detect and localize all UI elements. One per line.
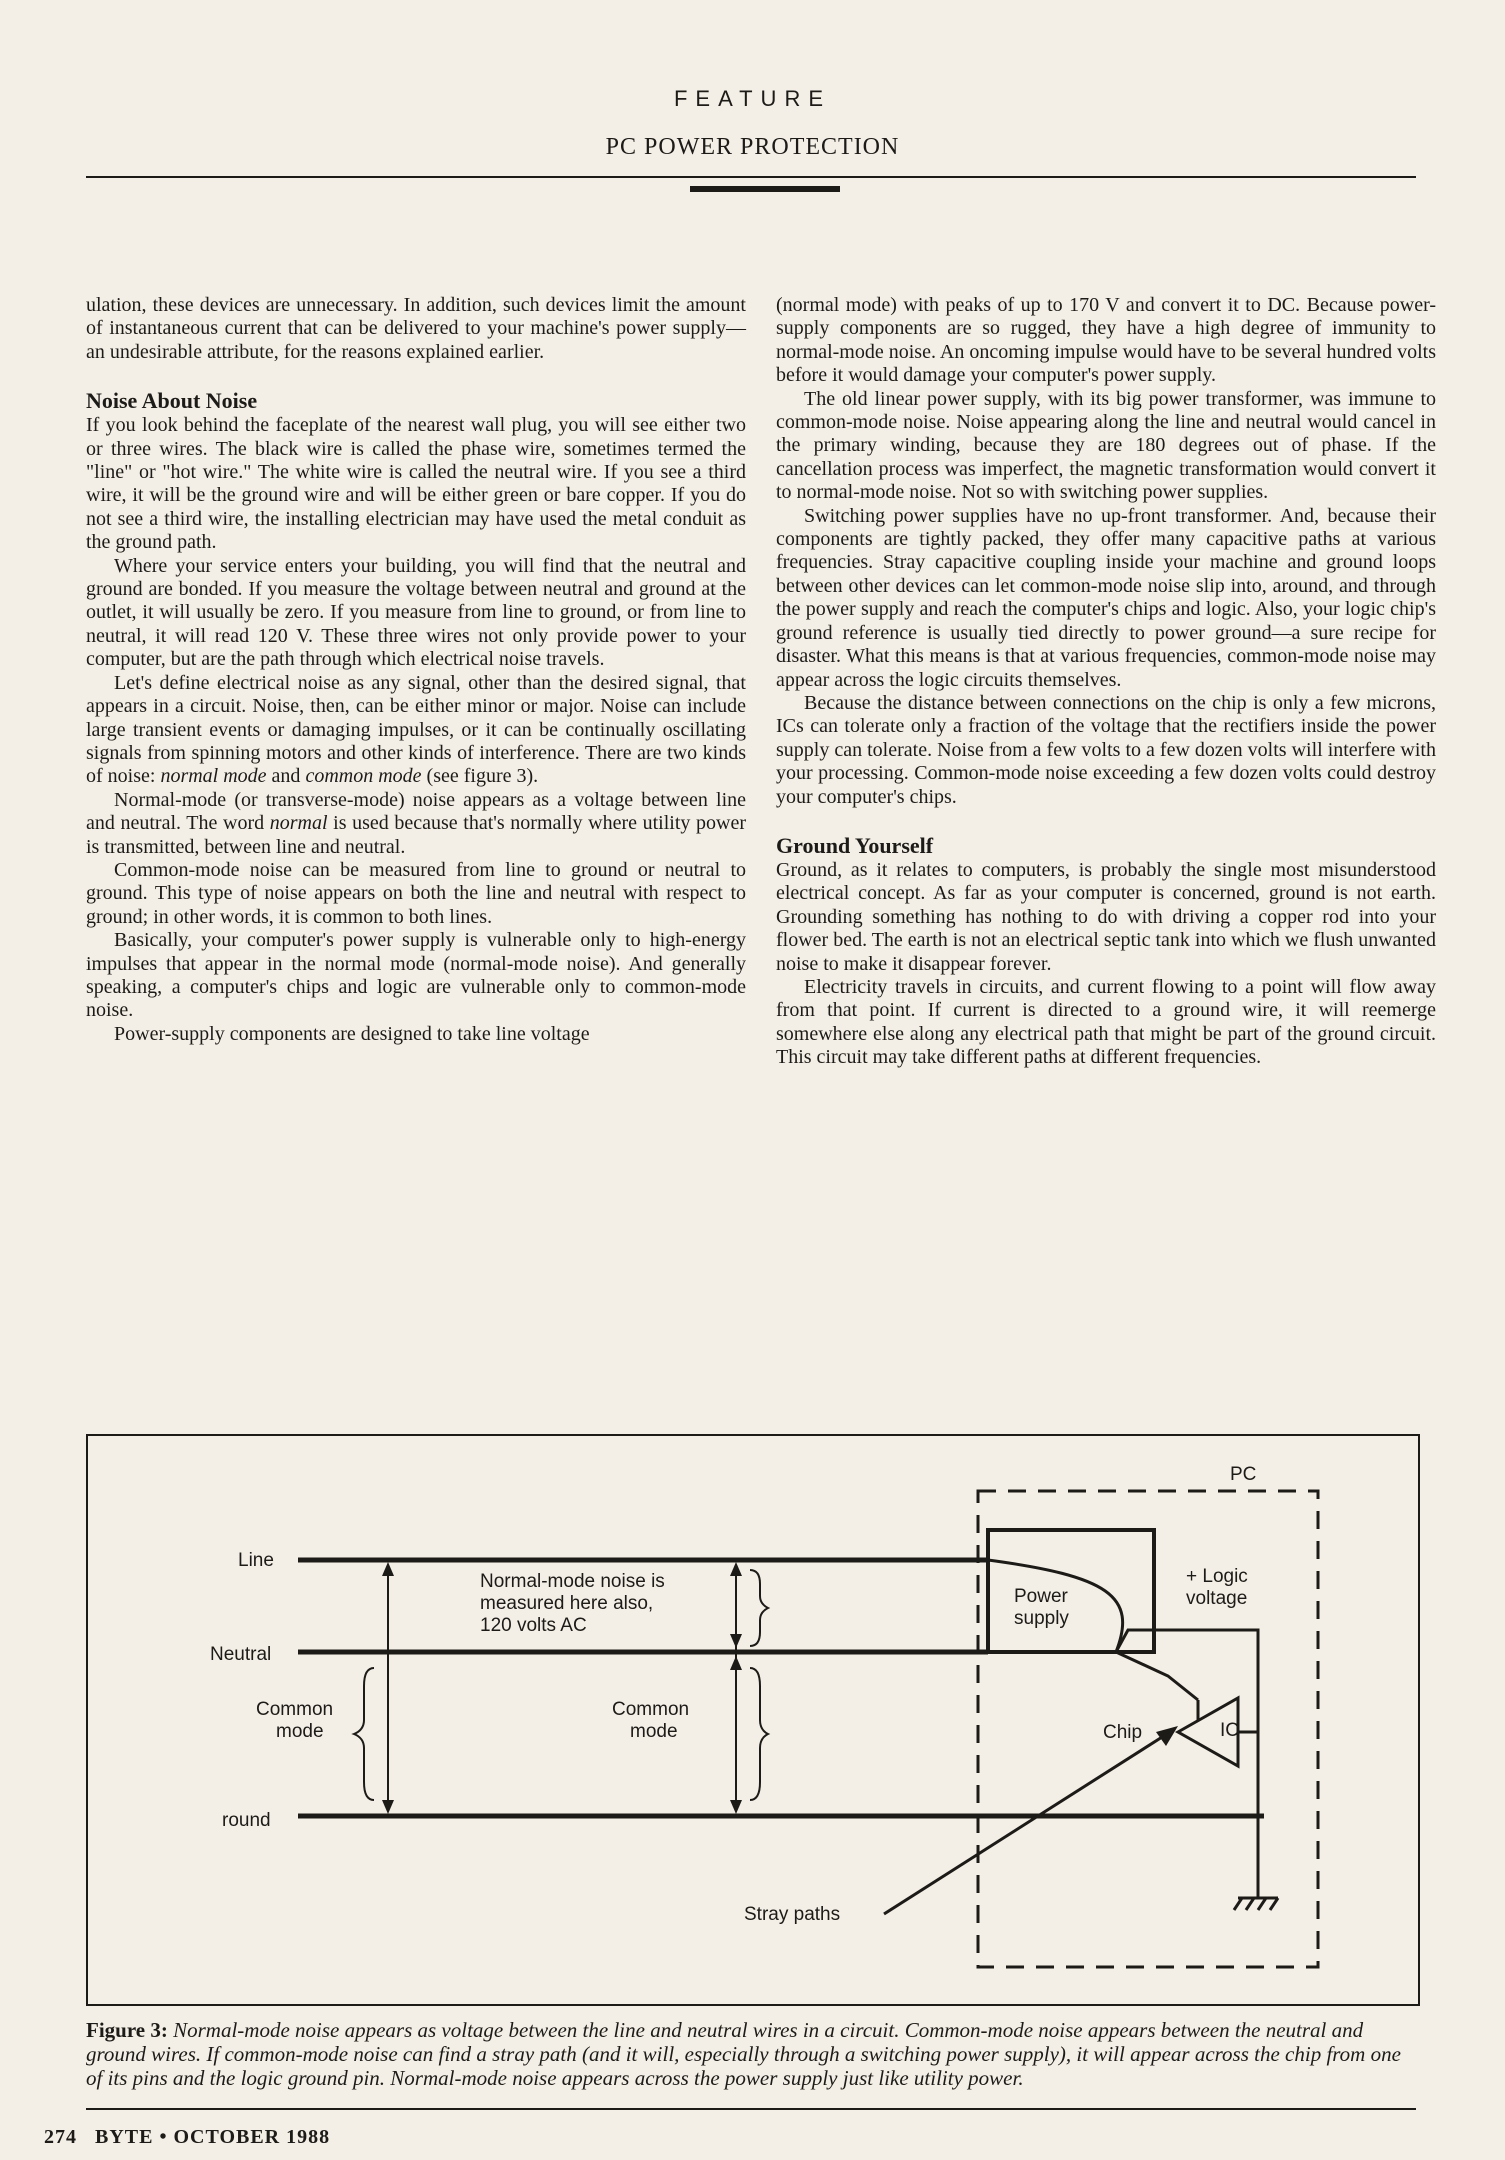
right-column xyxy=(776,294,1436,1070)
paragraph: ulation, these devices are unnecessary. In addition, such devices limit the amount of instantaneous current that can be delivered to your machine's power supply—an undesirable attribute, for the reasons explained earlier. xyxy=(86,294,746,363)
paragraph: Power-supply components are designed to take line voltage xyxy=(114,1022,590,1045)
paragraph: Where your service enters your building, you will find that the neutral and ground are bonded. If you measure the voltage between neutral and ground at the outlet, it will usually be zero. If you measure from line to ground, or from line to neutral, it will read 120 V. These three wires not only provide power to your computer, but are the path through which electrical noise travels. xyxy=(86,554,746,671)
feature-kicker: FEATURE xyxy=(673,86,832,111)
common-mode-left-2: mode xyxy=(276,1721,324,1742)
publication-info: BYTE • OCTOBER 1988 xyxy=(95,2126,331,2148)
figure-3-diagram xyxy=(86,1434,1420,2006)
paragraph: Electricity travels in circuits, and current flowing to a point will flow away from that point. If current is directed to a ground wire, it will reemerge somewhere else along any electrical path that might be part of the ground circuit. This circuit may take different paths at different frequencies. xyxy=(776,975,1436,1069)
stray-paths-label: Stray paths xyxy=(744,1904,841,1925)
pc-label: PC xyxy=(1230,1464,1257,1485)
common-mode-left-1: Common xyxy=(256,1699,334,1720)
paragraph: Common-mode noise can be measured from line to ground or neutral to ground. This type of noise appears on both the line and neutral with respect to ground; in other words, it is common to both lines. xyxy=(86,858,746,928)
logic-voltage-label-2: voltage xyxy=(1186,1588,1248,1609)
stray-path-arrow xyxy=(884,1732,1170,1914)
section-heading: Ground Yourself xyxy=(776,832,934,858)
header-rule xyxy=(86,176,1416,178)
header-accent-bar xyxy=(690,186,840,192)
normal-mode-label-1: Normal-mode noise is xyxy=(480,1571,665,1592)
brace-mid xyxy=(750,1668,768,1800)
logic-voltage-label-1: + Logic xyxy=(1186,1566,1248,1587)
power-supply-box xyxy=(988,1530,1154,1652)
power-supply-label-1: Power xyxy=(1014,1586,1068,1607)
ground-label: round xyxy=(222,1810,271,1831)
paragraph: (normal mode) with peaks of up to 170 V and convert it to DC. Because power-supply components are so rugged, they have a high degree of immunity to normal-mode noise. An oncoming impulse would have to be several hundred volts before it would damage your computer's power supply. xyxy=(776,294,1436,387)
paragraph: Because the distance between connections on the chip is only a few microns, ICs can tolerate only a fraction of the voltage that the rectifiers inside the power supply can tolerate. Noise from a few volts to a few dozen volts will interfere with your processing. Common-mode noise exceeding a few dozen volts could destroy your computer's chips. xyxy=(776,691,1436,808)
noise-diagram-svg xyxy=(88,1436,1418,2004)
paragraph: If you look behind the faceplate of the nearest wall plug, you will see either two or three wires. The black wire is called the phase wire, sometimes termed the "line" or "hot wire." The white wire is called the neutral wire. If you see a third wire, it will be the ground wire and will be either green or bare copper. If you do not see a third wire, the installing electrician may have used the metal conduit as the ground path. xyxy=(86,414,746,554)
normal-mode-label-3: 120 volts AC xyxy=(480,1615,587,1636)
power-supply-label-2: supply xyxy=(1014,1608,1069,1629)
paragraph: Switching power supplies have no up-front transformer. And, because their components are tightly packed, they offer many capacitive paths at various frequencies. Stray capacitive coupling inside your machine and ground loops between other devices can let common-mode noise slip into, around, and through the power supply and reach the computer's chips and logic. Also, your logic chip's ground reference is usually tied directly to power ground—a sure recipe for disaster. What this means is that at various frequencies, common-mode noise may appear across the logic circuits themselves. xyxy=(776,504,1436,691)
paragraph: Normal-mode (or transverse-mode) noise appears as a voltage between line and neutral. The word normal is used because that's normally where utility power is transmitted, between line and neutral. xyxy=(86,788,746,858)
chip-label: Chip xyxy=(1103,1722,1143,1743)
caption-rule xyxy=(86,2108,1416,2110)
ground-symbol xyxy=(1234,1898,1278,1910)
paragraph: Basically, your computer's power supply is vulnerable only to high-energy impulses that appear in the normal mode (normal-mode noise). And generally speaking, a computer's chips and logic are vulnerable only to common-mode noise. xyxy=(86,929,746,1022)
paragraph: Ground, as it relates to computers, is probably the single most misunderstood electrical concept. As far as your computer is concerned, ground is not earth. Grounding something has nothing to do with driving a copper rod into your flower bed. The earth is not an electrical septic tank into which we flush unwanted noise to make it disappear forever. xyxy=(776,858,1436,975)
page-footer xyxy=(44,2126,330,2149)
line-label: Line xyxy=(238,1550,274,1571)
ic-label: IC xyxy=(1220,1720,1239,1741)
brace-left xyxy=(354,1668,374,1800)
section-title: PC POWER PROTECTION xyxy=(605,134,900,160)
page-number: 274 xyxy=(44,2126,77,2148)
brace-normal xyxy=(750,1570,768,1646)
neutral-label: Neutral xyxy=(210,1644,272,1665)
caption-label: Figure 3: xyxy=(86,2018,168,2042)
figure-caption xyxy=(86,2018,1416,2090)
common-mode-mid-1: Common xyxy=(612,1699,690,1720)
caption-text: Normal-mode noise appears as voltage between the line and neutral wires in a circuit. Common-mode noise appears between the neutral and ground wires. If common-mode noise can find a stray path (and it will, especially through a switching power supply), it will appear across the chip from one of its pins and the logic ground pin. Normal-mode noise appears across the power supply just like utility power. xyxy=(86,2018,1401,2090)
left-column xyxy=(86,294,746,1046)
paragraph: The old linear power supply, with its big power transformer, was immune to common-mode noise. Noise appearing along the line and neutral would cancel in the primary winding, because they are 180 degrees out of phase. If the cancellation process was imperfect, the magnetic transformation would convert it to normal-mode noise. Not so with switching power supplies. xyxy=(776,387,1436,504)
section-heading: Noise About Noise xyxy=(86,388,258,414)
common-mode-mid-2: mode xyxy=(630,1721,678,1742)
normal-mode-label-2: measured here also, xyxy=(480,1593,654,1614)
paragraph: Let's define electrical noise as any signal, other than the desired signal, that appears in a circuit. Noise, then, can be either minor or major. Noise can include large transient events or damaging impulses, or it can be continually oscillating signals from spinning motors and other kinds of interference. There are two kinds of noise: normal mode and common mode (see figure 3). xyxy=(86,671,746,788)
